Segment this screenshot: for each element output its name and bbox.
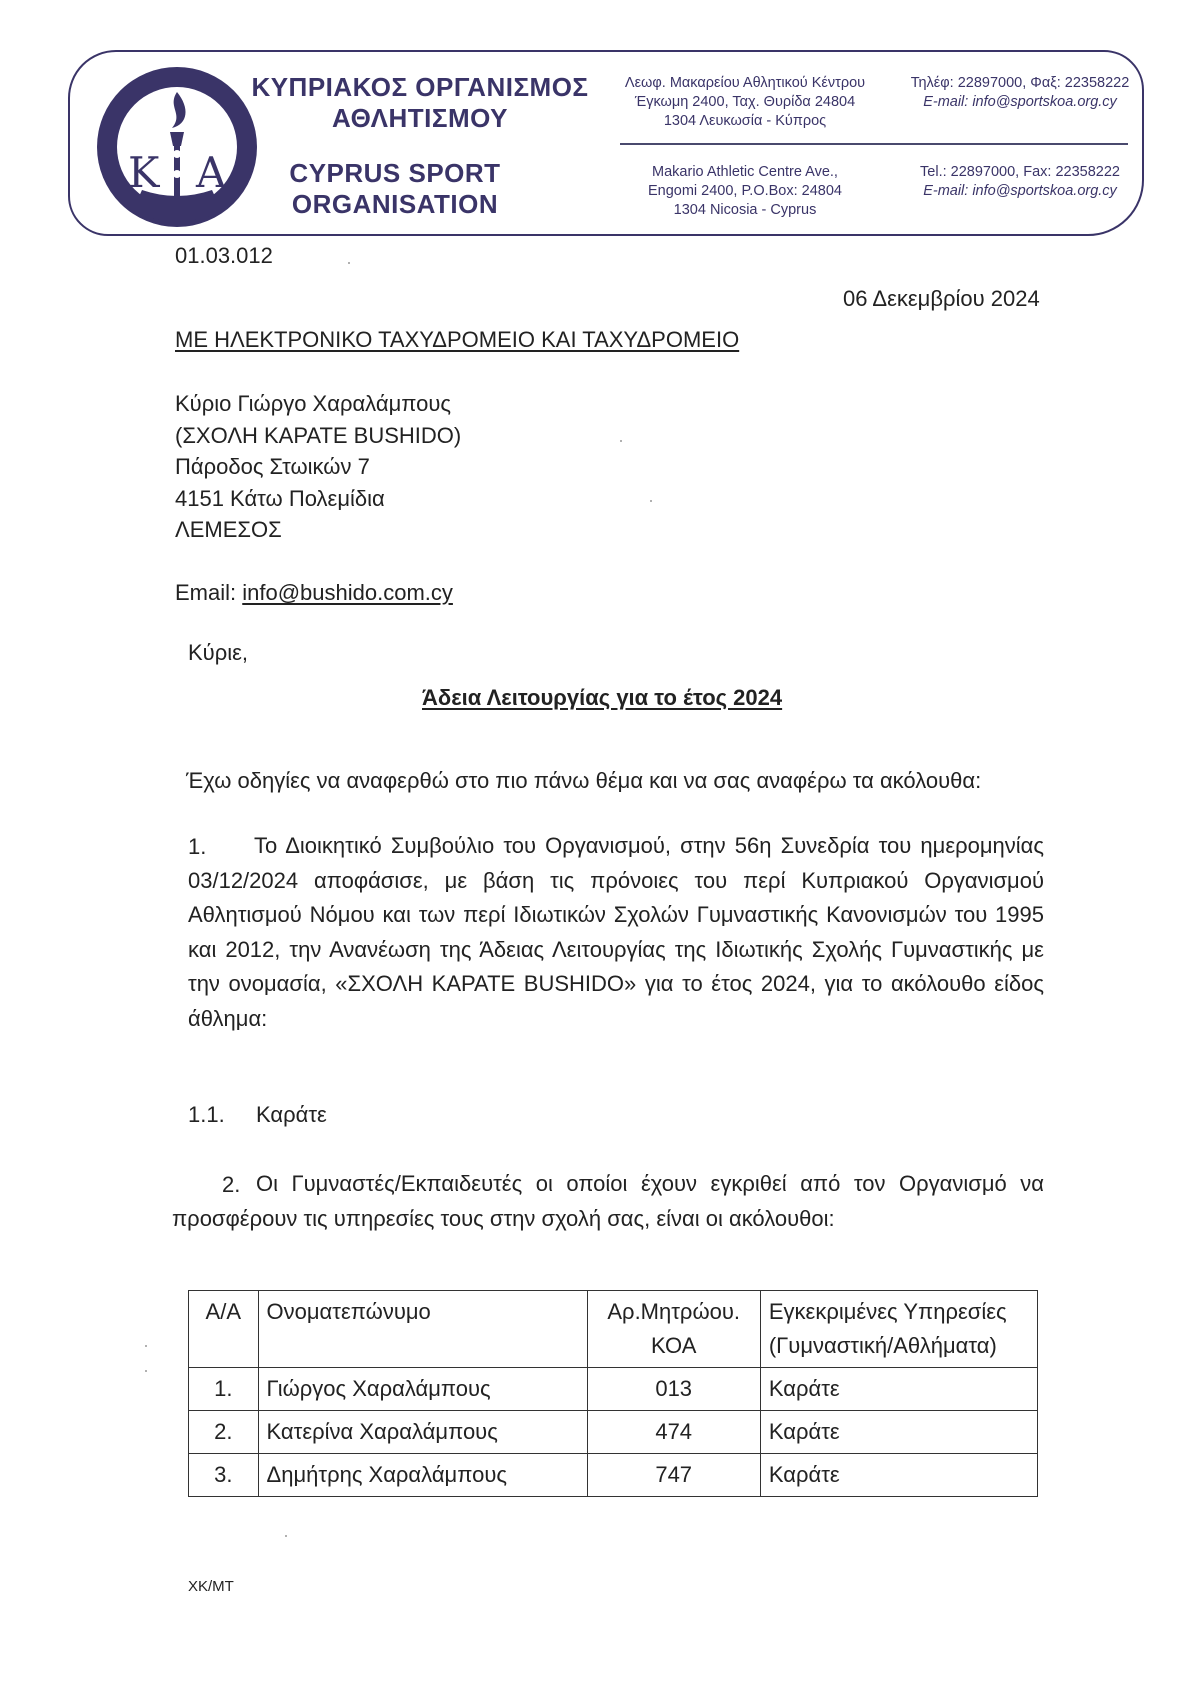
address-english-line2: Engomi 2400, P.O.Box: 24804 bbox=[647, 183, 842, 199]
item-1-1-text: Καράτε bbox=[256, 1102, 327, 1127]
address-english-line1: Makario Athletic Centre Ave., bbox=[652, 164, 838, 180]
item-1-number: 1. bbox=[188, 834, 207, 859]
author-initials: ΧΚ/ΜΤ bbox=[188, 1578, 234, 1595]
cell-registry-number: 747 bbox=[587, 1454, 760, 1497]
table-row bbox=[189, 1368, 1038, 1411]
org-name-english-line1: CYPRUS SPORT bbox=[289, 158, 501, 188]
header-approved-services: Εγκεκριμένες Υπηρεσίες (Γυμναστική/Αθλήματα) bbox=[760, 1291, 1037, 1368]
phone-fax-english: Tel.: 22897000, Fax: 22358222 bbox=[920, 164, 1120, 180]
header-serial: Α/Α bbox=[189, 1291, 259, 1368]
item-2-number: 2. bbox=[222, 1172, 241, 1197]
intro-paragraph: Έχω οδηγίες να αναφερθώ στο πιο πάνω θέμα και να σας αναφέρω τα ακόλουθα: bbox=[186, 768, 982, 793]
email-greek: E-mail: info@sportskoa.org.cy bbox=[923, 94, 1117, 110]
phone-fax-greek: Τηλέφ: 22897000, Φαξ: 22358222 bbox=[910, 75, 1130, 91]
address-english-line3: 1304 Nicosia - Cyprus bbox=[673, 202, 817, 218]
letterhead-divider bbox=[620, 143, 1128, 145]
email-english: E-mail: info@sportskoa.org.cy bbox=[923, 183, 1117, 199]
recipient-email-link[interactable]: info@bushido.com.cy bbox=[242, 580, 453, 605]
recipient-name: Κύριο Γιώργο Χαραλάμπους bbox=[175, 391, 451, 416]
logo-letter-k: Κ bbox=[128, 148, 160, 197]
header-registry-number: Αρ.Μητρώου. ΚΟΑ bbox=[587, 1291, 760, 1368]
approved-instructors-table bbox=[188, 1290, 1038, 1497]
letter-date: 06 Δεκεμβρίου 2024 bbox=[843, 286, 1040, 311]
cell-full-name: Δημήτρης Χαραλάμπους bbox=[258, 1454, 587, 1497]
address-english bbox=[600, 163, 890, 220]
scan-speck bbox=[620, 440, 622, 442]
recipient-street: Πάροδος Στωικών 7 bbox=[175, 454, 370, 479]
cell-approved-services: Καράτε bbox=[760, 1368, 1037, 1411]
address-greek-line2: Έγκωμη 2400, Ταχ. Θυρίδα 24804 bbox=[634, 94, 856, 110]
item-1-1-number: 1.1. bbox=[188, 1102, 225, 1127]
item-1-paragraph: Το Διοικητικό Συμβούλιο του Οργανισμού, στην 56η Συνεδρία του ημερομηνίας 03/12/2024 αποφάσισε, με βάση τις πρόνοιες του περί Κυπριακού Οργανισμού Αθλητισμού Νόμου και των περί Ιδιωτικών Σχολών Γυμναστικής Κανονισμών του 1995 και 2012, την Ανανέωση της Άδειας Λειτουργίας της Ιδιωτικής Σχολής Γυμναστικής με την ονομασία, «ΣΧΟΛΗ ΚΑΡΑΤΕ BUSHIDO» για το έτος 2024, για το ακόλουθο είδος άθλημα: bbox=[188, 833, 1044, 1031]
email-label: Email: bbox=[175, 580, 237, 605]
org-name-greek bbox=[250, 72, 590, 134]
cell-registry-number: 474 bbox=[587, 1411, 760, 1454]
org-name-greek-line1: ΚΥΠΡΙΑΚΟΣ ΟΡΓΑΝΙΣΜΟΣ bbox=[251, 72, 589, 102]
table-header-row bbox=[189, 1291, 1038, 1368]
recipient-city: 4151 Κάτω Πολεμίδια bbox=[175, 485, 385, 511]
header-full-name: Ονοματεπώνυμο bbox=[258, 1291, 587, 1368]
org-name-english bbox=[250, 158, 540, 220]
address-greek-line3: 1304 Λευκωσία - Κύπρος bbox=[663, 113, 827, 129]
scan-speck bbox=[650, 500, 652, 502]
address-greek-line1: Λεωφ. Μακαρείου Αθλητικού Κέντρου bbox=[624, 75, 866, 91]
logo-letter-a: Α bbox=[196, 148, 227, 197]
recipient-email-line bbox=[175, 578, 453, 608]
koa-logo bbox=[92, 62, 262, 232]
cell-full-name: Γιώργος Χαραλάμπους bbox=[258, 1368, 587, 1411]
contact-english bbox=[895, 163, 1145, 201]
recipient-school: (ΣΧΟΛΗ ΚΑΡΑΤΕ BUSHIDO) bbox=[175, 422, 462, 448]
cell-registry-number: 013 bbox=[587, 1368, 760, 1411]
cell-approved-services: Καράτε bbox=[760, 1411, 1037, 1454]
cell-approved-services: Καράτε bbox=[760, 1454, 1037, 1497]
scan-speck bbox=[145, 1345, 147, 1347]
reference-number: 01.03.012 bbox=[175, 243, 273, 268]
item-2-paragraph: Οι Γυμναστές/Εκπαιδευτές οι οποίοι έχουν εγκριθεί από τον Οργανισμό να προσφέρουν τις υπηρεσίες τους στην σχολή σας, είναι οι ακόλουθοι: bbox=[172, 1171, 1044, 1231]
delivery-method: ΜΕ ΗΛΕΚΤΡΟΝΙΚΟ ΤΑΧΥΔΡΟΜΕΙΟ ΚΑΙ ΤΑΧΥΔΡΟΜΕΙΟ bbox=[175, 327, 740, 352]
table-row bbox=[189, 1454, 1038, 1497]
recipient-district: ΛΕΜΕΣΟΣ bbox=[175, 517, 282, 542]
contact-greek bbox=[895, 74, 1145, 112]
scan-speck bbox=[348, 262, 350, 264]
table-row bbox=[189, 1411, 1038, 1454]
cell-serial: 1. bbox=[189, 1368, 259, 1411]
logo-letter-o bbox=[164, 188, 165, 189]
address-greek bbox=[600, 74, 890, 131]
recipient-address bbox=[175, 388, 461, 546]
cell-serial: 3. bbox=[189, 1454, 259, 1497]
scan-speck bbox=[145, 1370, 147, 1372]
org-name-english-line2: ORGANISATION bbox=[291, 189, 499, 219]
cell-serial: 2. bbox=[189, 1411, 259, 1454]
salutation: Κύριε, bbox=[188, 640, 249, 665]
cell-full-name: Κατερίνα Χαραλάμπους bbox=[258, 1411, 587, 1454]
org-name-greek-line2: ΑΘΛΗΤΙΣΜΟΥ bbox=[332, 103, 508, 133]
letter-subject: Άδεια Λειτουργίας για το έτος 2024 bbox=[422, 685, 783, 710]
scan-speck bbox=[285, 1535, 287, 1537]
